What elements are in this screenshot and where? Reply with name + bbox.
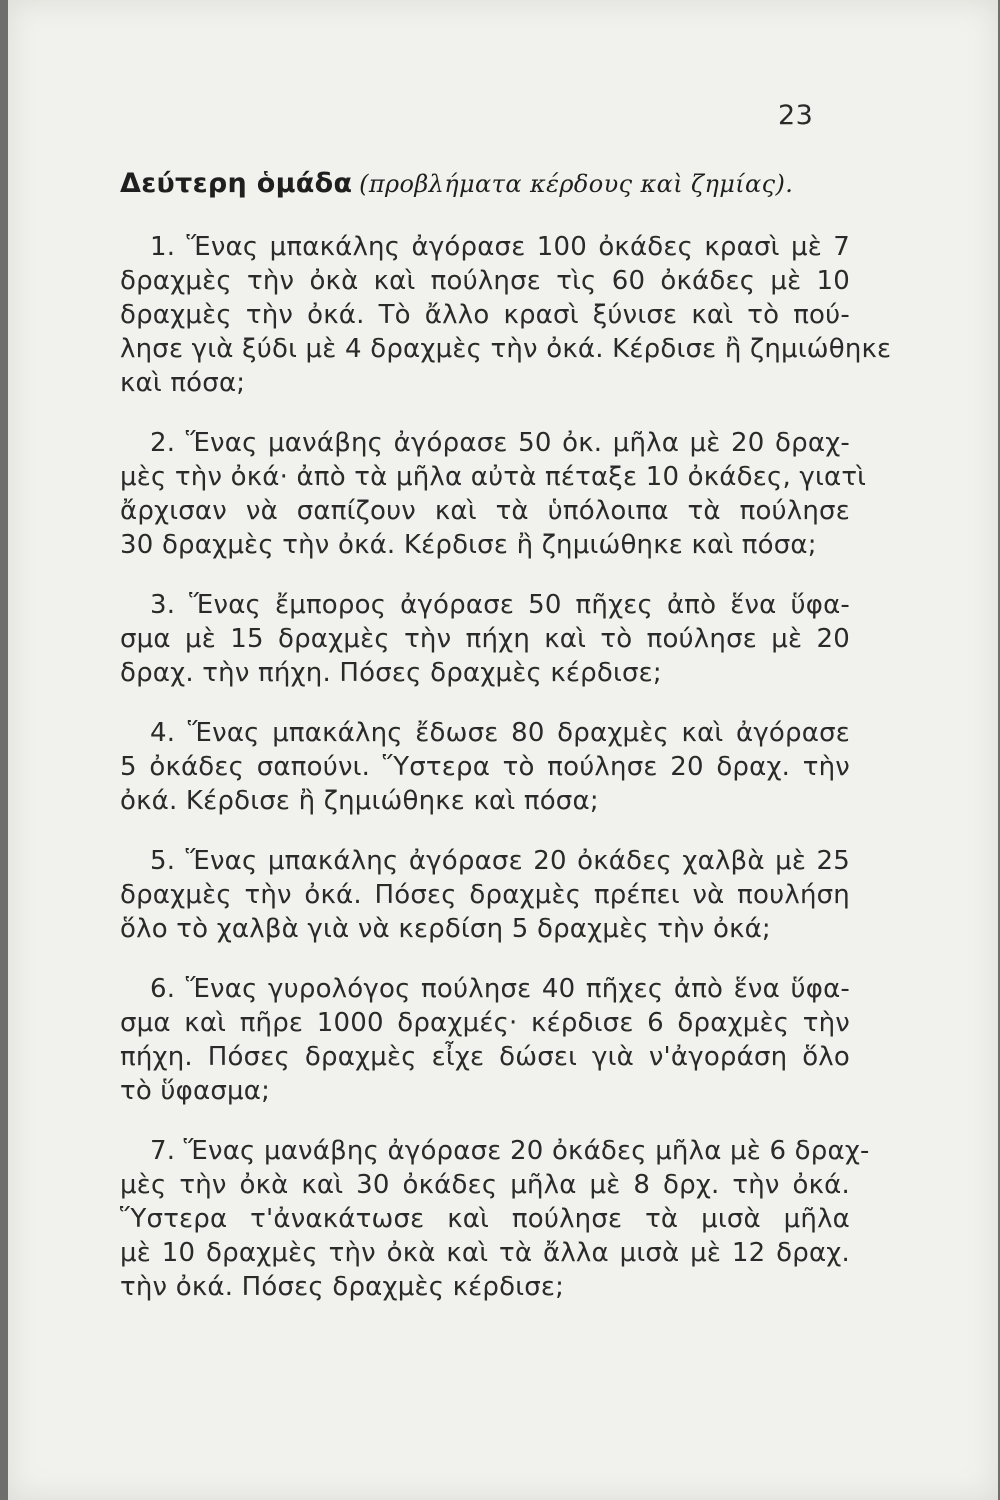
problem-line: ὀκά. Κέρδισε ἢ ζημιώθηκε καὶ πόσα; [120, 786, 599, 816]
problem-line: μὲς τὴν ὀκὰ καὶ 30 ὀκάδες μῆλα μὲ 8 δρχ. τὴν ὀκά. [120, 1170, 850, 1200]
problem-line: δραχμὲς τὴν ὀκὰ καὶ πούλησε τὶς 60 ὀκάδες μὲ 10 [120, 266, 850, 296]
problem-line: λησε γιὰ ξύδι μὲ 4 δραχμὲς τὴν ὀκά. Κέρδισε ἢ ζημιώθηκε [120, 334, 892, 364]
problem-line: μὲ 10 δραχμὲς τὴν ὀκὰ καὶ τὰ ἄλλα μισὰ μὲ 12 δραχ. [120, 1238, 850, 1268]
problem-line: 6. Ἕνας γυρολόγος πούλησε 40 πῆχες ἀπὸ ἕνα ὕφα- [150, 974, 850, 1004]
problem-line: μὲς τὴν ὀκά· ἀπὸ τὰ μῆλα αὐτὰ πέταξε 10 ὀκάδες, γιατὶ [120, 462, 867, 492]
problem-5 [120, 844, 850, 946]
problem-3 [120, 588, 850, 690]
problem-line: 5 ὀκάδες σαπούνι. Ὕστερα τὸ πούλησε 20 δραχ. τὴν [120, 752, 850, 782]
problem-line: πήχη. Πόσες δραχμὲς εἶχε δώσει γιὰ ν'ἀγοράση ὅλο [120, 1042, 850, 1072]
problem-line: σμα καὶ πῆρε 1000 δραχμές· κέρδισε 6 δραχμὲς τὴν [120, 1008, 850, 1038]
problem-line: 2. Ἕνας μανάβης ἀγόρασε 50 ὀκ. μῆλα μὲ 20 δραχ- [150, 428, 850, 458]
problem-line: τὴν ὀκά. Πόσες δραχμὲς κέρδισε; [120, 1272, 565, 1302]
problem-line: 3. Ἕνας ἔμπορος ἀγόρασε 50 πῆχες ἀπὸ ἕνα ὕφα- [150, 590, 850, 620]
problem-line: 30 δραχμὲς τὴν ὀκά. Κέρδισε ἢ ζημιώθηκε καὶ πόσα; [120, 530, 817, 560]
problem-2 [120, 426, 867, 562]
problem-line: 5. Ἕνας μπακάλης ἀγόρασε 20 ὀκάδες χαλβὰ μὲ 25 [150, 846, 850, 876]
problem-line: δραχμὲς τὴν ὀκά. Τὸ ἄλλο κρασὶ ξύνισε καὶ τὸ πού- [120, 300, 850, 330]
problem-7 [120, 1134, 870, 1304]
problem-line: τὸ ὕφασμα; [120, 1076, 271, 1106]
problem-line: 1. Ἕνας μπακάλης ἀγόρασε 100 ὀκάδες κρασὶ μὲ 7 [150, 232, 850, 262]
problem-line: σμα μὲ 15 δραχμὲς τὴν πήχη καὶ τὸ πούλησε μὲ 20 [120, 624, 850, 654]
problem-line: δραχμὲς τὴν ὀκά. Πόσες δραχμὲς πρέπει νὰ πουλήση [120, 880, 850, 910]
problem-line: ἄρχισαν νὰ σαπίζουν καὶ τὰ ὑπόλοιπα τὰ πούλησε [120, 496, 850, 526]
book-page [8, 0, 998, 1500]
page-number: 23 [778, 100, 814, 131]
problem-6 [120, 972, 850, 1108]
problem-1 [120, 230, 892, 400]
problem-list [120, 230, 892, 1330]
problem-line: δραχ. τὴν πήχη. Πόσες δραχμὲς κέρδισε; [120, 658, 662, 688]
problem-line: 7. Ἕνας μανάβης ἀγόρασε 20 ὀκάδες μῆλα μὲ 6 δραχ- [150, 1136, 870, 1166]
section-heading [120, 168, 860, 199]
problem-line: ὅλο τὸ χαλβὰ γιὰ νὰ κερδίση 5 δραχμὲς τὴν ὀκά; [120, 914, 771, 944]
problem-line: καὶ πόσα; [120, 368, 246, 398]
problem-4 [120, 716, 850, 818]
section-heading-title: Δεύτερη ὁμάδα [120, 168, 353, 199]
problem-line: 4. Ἕνας μπακάλης ἔδωσε 80 δραχμὲς καὶ ἀγόρασε [150, 718, 850, 748]
problem-line: Ὕστερα τ'ἀνακάτωσε καὶ πούλησε τὰ μισὰ μῆλα [120, 1204, 850, 1234]
section-heading-subtitle: (προβλήματα κέρδους καὶ ζημίας). [359, 170, 794, 198]
